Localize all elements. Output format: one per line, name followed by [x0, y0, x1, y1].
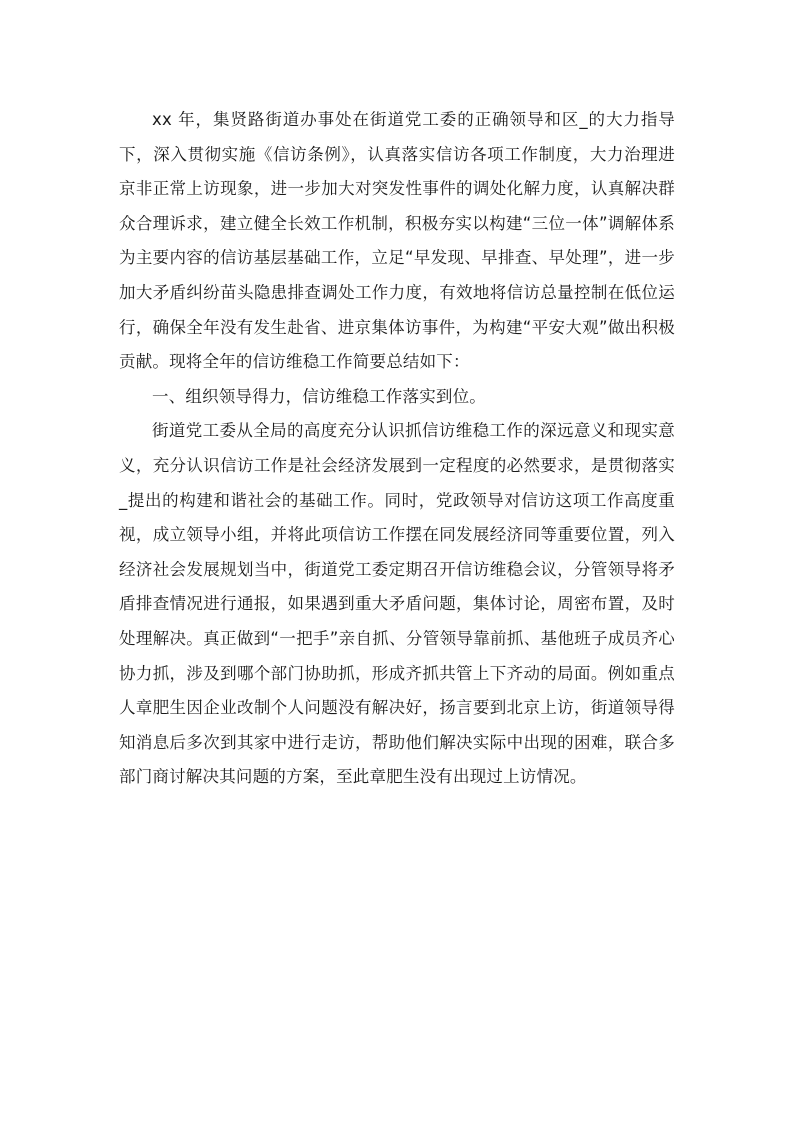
document-body	[119, 103, 675, 795]
section-heading-1: 一、组织领导得力，信访维稳工作落实到位。	[152, 386, 486, 406]
intro-paragraph: xx 年，集贤路街道办事处在街道党工委的正确领导和区_的大力指导下，深入贯彻实施《信访条例》，认真落实信访各项工作制度，大力治理进京非正常上访现象，进一步加大对突发性事件的调处化解力度，认真解决群众合理诉求，建立健全长效工作机制，积极夯实以构建“三位一体”调解体系为主要内容的信访基层基础工作，立足“早发现、早排查、早处理”，进一步加大矛盾纠纷苗头隐患排查调处工作力度，有效地将信访总量控制在低位运行，确保全年没有发生赴省、进京集体访事件，为构建“平安大观”做出积极贡献。现将全年的信访维稳工作简要总结如下：	[119, 110, 675, 372]
section-1-paragraph: 街道党工委从全局的高度充分认识抓信访维稳工作的深远意义和现实意义，充分认识信访工作是社会经济发展到一定程度的必然要求，是贯彻落实_提出的构建和谐社会的基础工作。同时，党政领导对信访这项工作高度重视，成立领导小组，并将此项信访工作摆在同发展经济同等重要位置，列入经济社会发展规划当中，街道党工委定期召开信访维稳会议，分管领导将矛盾排查情况进行通报，如果遇到重大矛盾问题，集体讨论，周密布置，及时处理解决。真正做到“一把手”亲自抓、分管领导靠前抓、基他班子成员齐心协力抓，涉及到哪个部门协助抓，形成齐抓共管上下齐动的局面。例如重点人章肥生因企业改制个人问题没有解决好，扬言要到北京上访，街道领导得知消息后多次到其家中进行走访，帮助他们解决实际中出现的困难，联合多部门商讨解决其问题的方案，至此章肥生没有出现过上访情况。	[119, 421, 675, 787]
